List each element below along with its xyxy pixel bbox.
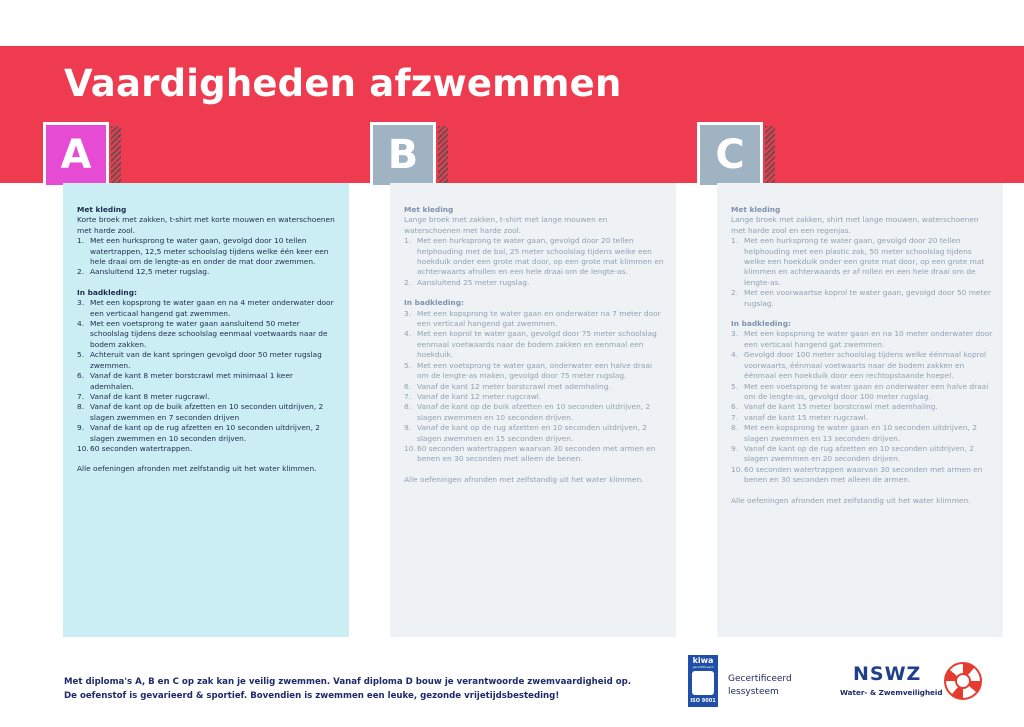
list-item: 10. 60 seconden watertrappen waarvan 30 seconden met armen en benen en 30 seconden met alleen de armen. (731, 464, 983, 485)
list-item: 2. Met een voorwaartse koprol te water gaan, gevolgd door 50 meter rugslag. (731, 288, 991, 308)
list-item: 6. Vanaf de kant 12 meter borstcrawl met ademhaling. (404, 381, 611, 391)
badge-c (697, 122, 767, 192)
list-item: 3. Met een kopsprong te water gaan en onderwater na 7 meter door een verticaal hangend gat zwemmen. (404, 308, 661, 329)
clothed-list (404, 236, 666, 288)
badge-b (370, 122, 440, 192)
swimwear-list (77, 298, 339, 454)
nswz-subtitle: Water- & Zwemveiligheid (840, 688, 943, 697)
column-c (717, 183, 1003, 637)
clothed-intro: Lange broek met zakken, shirt met lange mouwen, waterschoenen met harde zool en een regenjas. (731, 215, 979, 235)
section-title-clothed: Met kleding (731, 205, 781, 214)
list-item: 10. 60 seconden watertrappen waarvan 30 seconden met armen en benen en 30 seconden met alleen de benen. (404, 443, 656, 464)
list-item: 3. Met een kopsprong te water gaan en na 4 meter onderwater door een verticaal hangend gat zwemmen. (77, 298, 334, 318)
list-item: 5. Achteruit van de kant springen gevolgd door 50 meter rugslag zwemmen. (77, 350, 322, 370)
list-item: 6. Vanaf de kant 15 meter borstcrawl met ademhaling. (731, 402, 938, 412)
clothed-intro: Korte broek met zakken, t-shirt met korte mouwen en waterschoenen met harde zool. (77, 215, 335, 235)
badge-a (43, 122, 113, 192)
list-item: 5. Met een voetsprong te water gaan en onderwater een halve draai om de lengte-as, gevolgd door 100 meter rugslag. (731, 381, 989, 401)
badge-shadow-stripes (111, 126, 121, 184)
kiwa-mark-icon (692, 671, 714, 695)
lifebuoy-icon (944, 662, 982, 700)
list-item: 6. Vanaf de kant 8 meter borstcrawl met minimaal 1 keer ademhalen. (77, 371, 293, 391)
list-item: 7. Vanaf de kant 8 meter rugcrawl. (77, 391, 210, 401)
list-item: 8. Met een kopsprong te water gaan en 10 seconden uitdrijven, 2 slagen zwemmen en 13 seconden drijven. (731, 423, 977, 443)
list-item: 2. Aansluitend 12,5 meter rugslag. (77, 267, 210, 277)
column-content (77, 205, 339, 475)
column-content (404, 205, 666, 485)
list-item: 8. Vanaf de kant op de buik afzetten en 10 seconden uitdrijven, 2 slagen zwemmen en 7 seconden drijven (77, 402, 324, 422)
list-item: 7. Vanaf de kant 12 meter rugcrawl. (404, 391, 542, 401)
badge-letter: A (43, 122, 109, 188)
swimwear-list (731, 329, 993, 485)
kiwa-logo: kiwa gecertificeerd ISO 9001 (688, 655, 718, 707)
badge-shadow-stripes (765, 126, 775, 184)
certified-label: Gecertificeerd lessysteem (728, 674, 792, 697)
list-item: 3. Met een kopsprong te water gaan en na 10 meter onderwater door een verticaal hangend gat zwemmen. (731, 329, 993, 349)
clothed-list (77, 236, 339, 278)
list-item: 4. Met een koprol te water gaan, gevolgd door 75 meter schoolslag eenmaal voetwaards naar de bodem zakken en eenmaal een hoekduik. (404, 329, 657, 360)
list-item: 9. Vanaf de kant op de rug afzetten en 10 seconden uitdrijven, 2 slagen zwemmen en 10 seconden drijven. (77, 423, 320, 443)
closing-note: Alle oefeningen afronden met zelfstandig uit het water klimmen. (731, 495, 971, 505)
badge-shadow-stripes (438, 126, 448, 184)
column-a (63, 183, 349, 637)
list-item: 4. Gevolgd door 100 meter schoolslag tijdens welke éénmaal koprol voorwaarts, éénmaal voetwaarts naar de bodem zakken en éénmaal een hoekduik door een rechtopstaande hoepel. (731, 350, 987, 381)
list-item: 7. vanaf de kant 15 meter rugcrawl. (731, 412, 869, 422)
list-item: 1. Met een hurksprong te water gaan, gevolgd door 20 tellen helphouding met de bal, 25 meter schoolslag tijdens welke een hoekduik onder een grote mat door, op een grote mat klimmen en achterwaarts afrollen en een hele draai om de lengte-as. (404, 236, 664, 277)
list-item: 8. Vanaf de kant op de buik afzetten en 10 seconden uitdrijven, 2 slagen zwemmen en 10 seconden drijven. (404, 402, 651, 422)
list-item: 1. Met een hurksprong te water gaan, gevolgd door 10 tellen watertrappen, 12,5 meter schoolslag tijdens welke één keer een hele draai om de lengte-as en onder de mat door zwemmen. (77, 236, 329, 267)
clothed-intro: Lange broek met zakken, t-shirt met lange mouwen en waterschoenen met harde zool. (404, 215, 608, 235)
footer-text (64, 675, 674, 703)
footer-line-1: Met diploma's A, B en C op zak kan je veilig zwemmen. Vanaf diploma D bouw je verantwoorde zwemvaardigheid op. (64, 677, 632, 687)
section-title-swimwear: In badkleding: (404, 298, 464, 308)
swimwear-list (404, 309, 666, 465)
section-title-swimwear: In badkleding: (77, 287, 137, 297)
column-b (390, 183, 676, 637)
list-item: 9. Vanaf de kant op de rug afzetten en 10 seconden uitdrijven, 2 slagen zwemmen en 15 seconden drijven. (404, 423, 647, 443)
badge-letter: B (370, 122, 436, 188)
badge-letter: C (697, 122, 763, 188)
list-item: 2. Aansluitend 25 meter rugslag. (404, 277, 530, 287)
closing-note: Alle oefeningen afronden met zelfstandig uit het water klimmen. (77, 464, 317, 474)
list-item: 4. Met een voetsprong te water gaan aansluitend 50 meter schoolslag tijdens deze schoolslag eenmaal voetwaards naar de bodem zakken. (77, 319, 328, 349)
list-item: 1. Met een hurksprong te water gaan, gevolgd door 20 tellen helphouding met een plastic zak, 50 meter schoolslag tijdens welke een hoekduik onder een grote mat door, op een grote mat klimmen en achterwaards er af rollen en een hele draai om de lengte-as. (731, 236, 985, 287)
list-item: 10. 60 seconden watertrappen. (77, 443, 193, 453)
footer-line-2: De oefenstof is gevarieerd & sportief. Bovendien is zwemmen een leuke, gezonde vrijetijdsbesteding! (64, 691, 560, 701)
section-title-clothed: Met kleding (404, 205, 454, 214)
nswz-logo: NSWZ (853, 663, 922, 685)
closing-note: Alle oefeningen afronden met zelfstandig uit het water klimmen. (404, 474, 644, 484)
clothed-list (731, 236, 993, 309)
section-title-swimwear: In badkleding: (731, 319, 791, 329)
column-content (731, 205, 993, 506)
page-title: Vaardigheden afzwemmen (64, 62, 622, 105)
list-item: 9. Vanaf de kant op de rug afzetten en 10 seconden uitdrijven, 2 slagen zwemmen en 20 seconden drijven. (731, 443, 974, 464)
list-item: 5. Met een voetsprong te water gaan, onderwater een halve draai om de lengte-as maken, gevolgd door 75 meter rugslag. (404, 360, 653, 381)
section-title-clothed: Met kleding (77, 205, 127, 214)
